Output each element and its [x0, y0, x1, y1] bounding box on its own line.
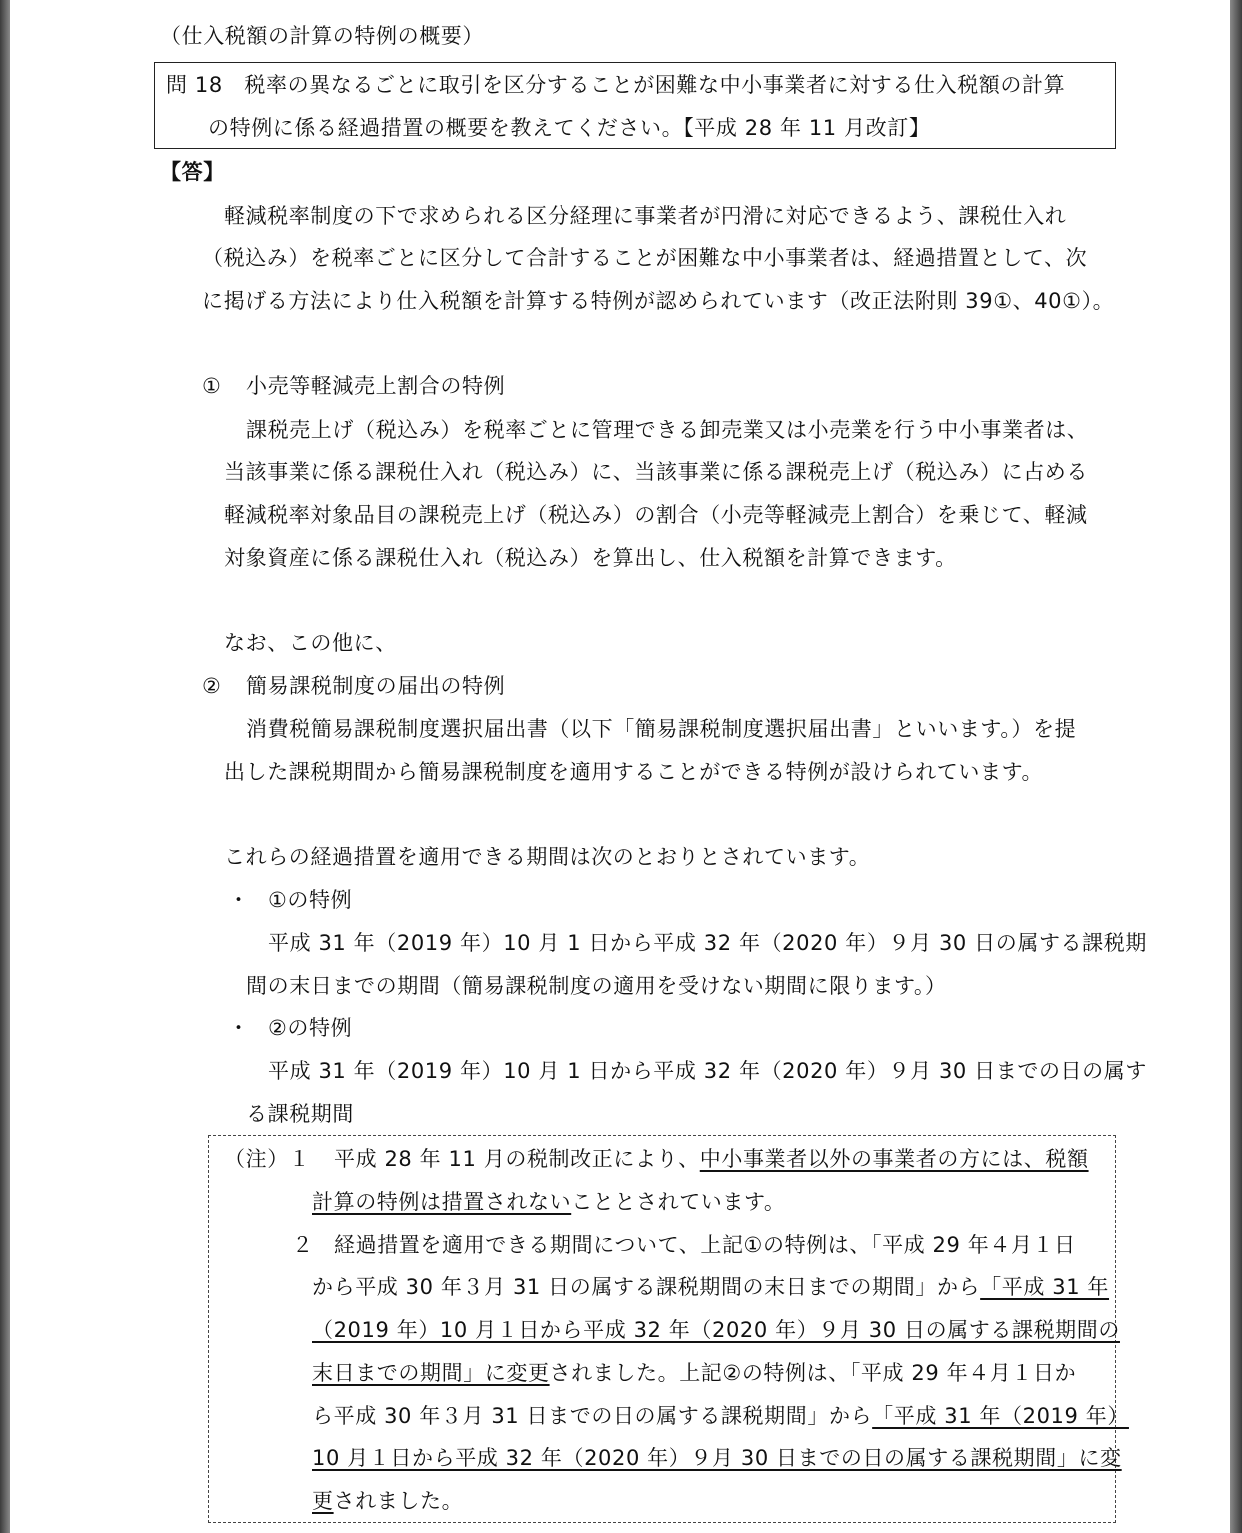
note2-line-4	[312, 1359, 1076, 1387]
note2-text-2a: から平成 30 年３月 31 日の属する課税期間の末日までの期間」から	[312, 1275, 981, 1299]
note2-line-2	[312, 1273, 1109, 1301]
note2-number: ２	[292, 1233, 314, 1257]
note2-line-1: 経過措置を適用できる期間について、上記①の特例は、「平成 29 年４月１日	[334, 1233, 1076, 1257]
note2-text-4a-underlined: 末日までの期間」に変更	[312, 1361, 550, 1385]
note2-line-7	[312, 1487, 463, 1515]
item1-line-3: 軽減税率対象品目の課税売上げ（税込み）の割合（小売等軽減売上割合）を乗じて、軽減	[224, 503, 1088, 527]
period1-label: ①の特例	[268, 888, 353, 912]
item2-number: ②	[202, 674, 222, 698]
item1-number: ①	[202, 374, 222, 398]
note2-text-2b-underlined: 「平成 31 年	[980, 1275, 1110, 1299]
period2-line-2: る課税期間	[246, 1102, 354, 1126]
intro-line-1: 軽減税率制度の下で求められる区分経理に事業者が円滑に対応できるよう、課税仕入れ	[224, 204, 1067, 228]
note2-line-3-underlined: （2019 年）10 月１日から平成 32 年（2020 年）９月 30 日の属する課税期間の	[312, 1318, 1120, 1342]
period2-label: ②の特例	[268, 1016, 353, 1040]
section-heading: （仕入税額の計算の特例の概要）	[160, 24, 484, 48]
note2-line-6-underlined: 10 月１日から平成 32 年（2020 年）９月 30 日までの日の属する課税期間」に変	[312, 1446, 1122, 1470]
note2-text-7a-underlined: 更	[312, 1489, 334, 1513]
question-line-2: の特例に係る経過措置の概要を教えてください。【平成 28 年 11 月改訂】	[208, 116, 931, 140]
note2-line-5	[312, 1402, 1129, 1430]
note1-line-2	[312, 1188, 786, 1216]
item2-line-2: 出した課税期間から簡易課税制度を適用することができる特例が設けられています。	[224, 760, 1044, 784]
note1-text-a: 平成 28 年 11 月の税制改正により、	[334, 1147, 700, 1171]
other-note: なお、この他に、	[224, 631, 397, 655]
period1-line-2: 間の末日までの期間（簡易課税制度の適用を受けない期間に限ります。）	[246, 974, 947, 998]
note1-line-1	[334, 1145, 1089, 1173]
item1-line-2: 当該事業に係る課税仕入れ（税込み）に、当該事業に係る課税売上げ（税込み）に占める	[224, 460, 1088, 484]
intro-line-3: に掲げる方法により仕入税額を計算する特例が認められています（改正法附則 39①、40①）。	[202, 289, 1115, 313]
item1-title: 小売等軽減売上割合の特例	[246, 374, 506, 398]
left-page-shadow	[0, 0, 10, 1533]
item2-line-1: 消費税簡易課税制度選択届出書（以下「簡易課税制度選択届出書」といいます。）を提	[246, 717, 1077, 741]
note-label: （注）１	[224, 1147, 311, 1171]
note2-text-4b: されました。上記②の特例は、「平成 29 年４月１日か	[549, 1361, 1077, 1385]
question-line-1: 問 18 税率の異なるごとに取引を区分することが困難な中小事業者に対する仕入税額の計算	[166, 73, 1066, 97]
period1-bullet: ・	[228, 888, 250, 912]
item1-line-1: 課税売上げ（税込み）を税率ごとに管理できる卸売業又は小売業を行う中小事業者は、	[246, 418, 1089, 442]
note1-text-c-underlined: 計算の特例は措置されない	[312, 1190, 572, 1214]
note1-text-b-underlined: 中小事業者以外の事業者の方には、税額	[699, 1147, 1089, 1171]
answer-label: 【答】	[160, 160, 225, 184]
right-scrollbar-shadow	[1230, 0, 1242, 1533]
period2-bullet: ・	[228, 1016, 250, 1040]
note2-text-7b: されました。	[333, 1489, 464, 1513]
note2-text-5b-underlined: 「平成 31 年（2019 年）	[872, 1404, 1129, 1428]
period2-line-1: 平成 31 年（2019 年）10 月 1 日から平成 32 年（2020 年）９月 30 日までの日の属す	[268, 1059, 1147, 1083]
item1-line-4: 対象資産に係る課税仕入れ（税込み）を算出し、仕入税額を計算できます。	[224, 546, 957, 570]
item2-title: 簡易課税制度の届出の特例	[246, 674, 506, 698]
period1-line-1: 平成 31 年（2019 年）10 月 1 日から平成 32 年（2020 年）９月 30 日の属する課税期	[268, 931, 1147, 955]
note1-text-d: こととされています。	[571, 1190, 786, 1214]
period-intro: これらの経過措置を適用できる期間は次のとおりとされています。	[224, 845, 871, 869]
intro-line-2: （税込み）を税率ごとに区分して合計することが困難な中小事業者は、経過措置として、次	[202, 246, 1088, 270]
note2-text-5a: ら平成 30 年３月 31 日までの日の属する課税期間」から	[312, 1404, 873, 1428]
